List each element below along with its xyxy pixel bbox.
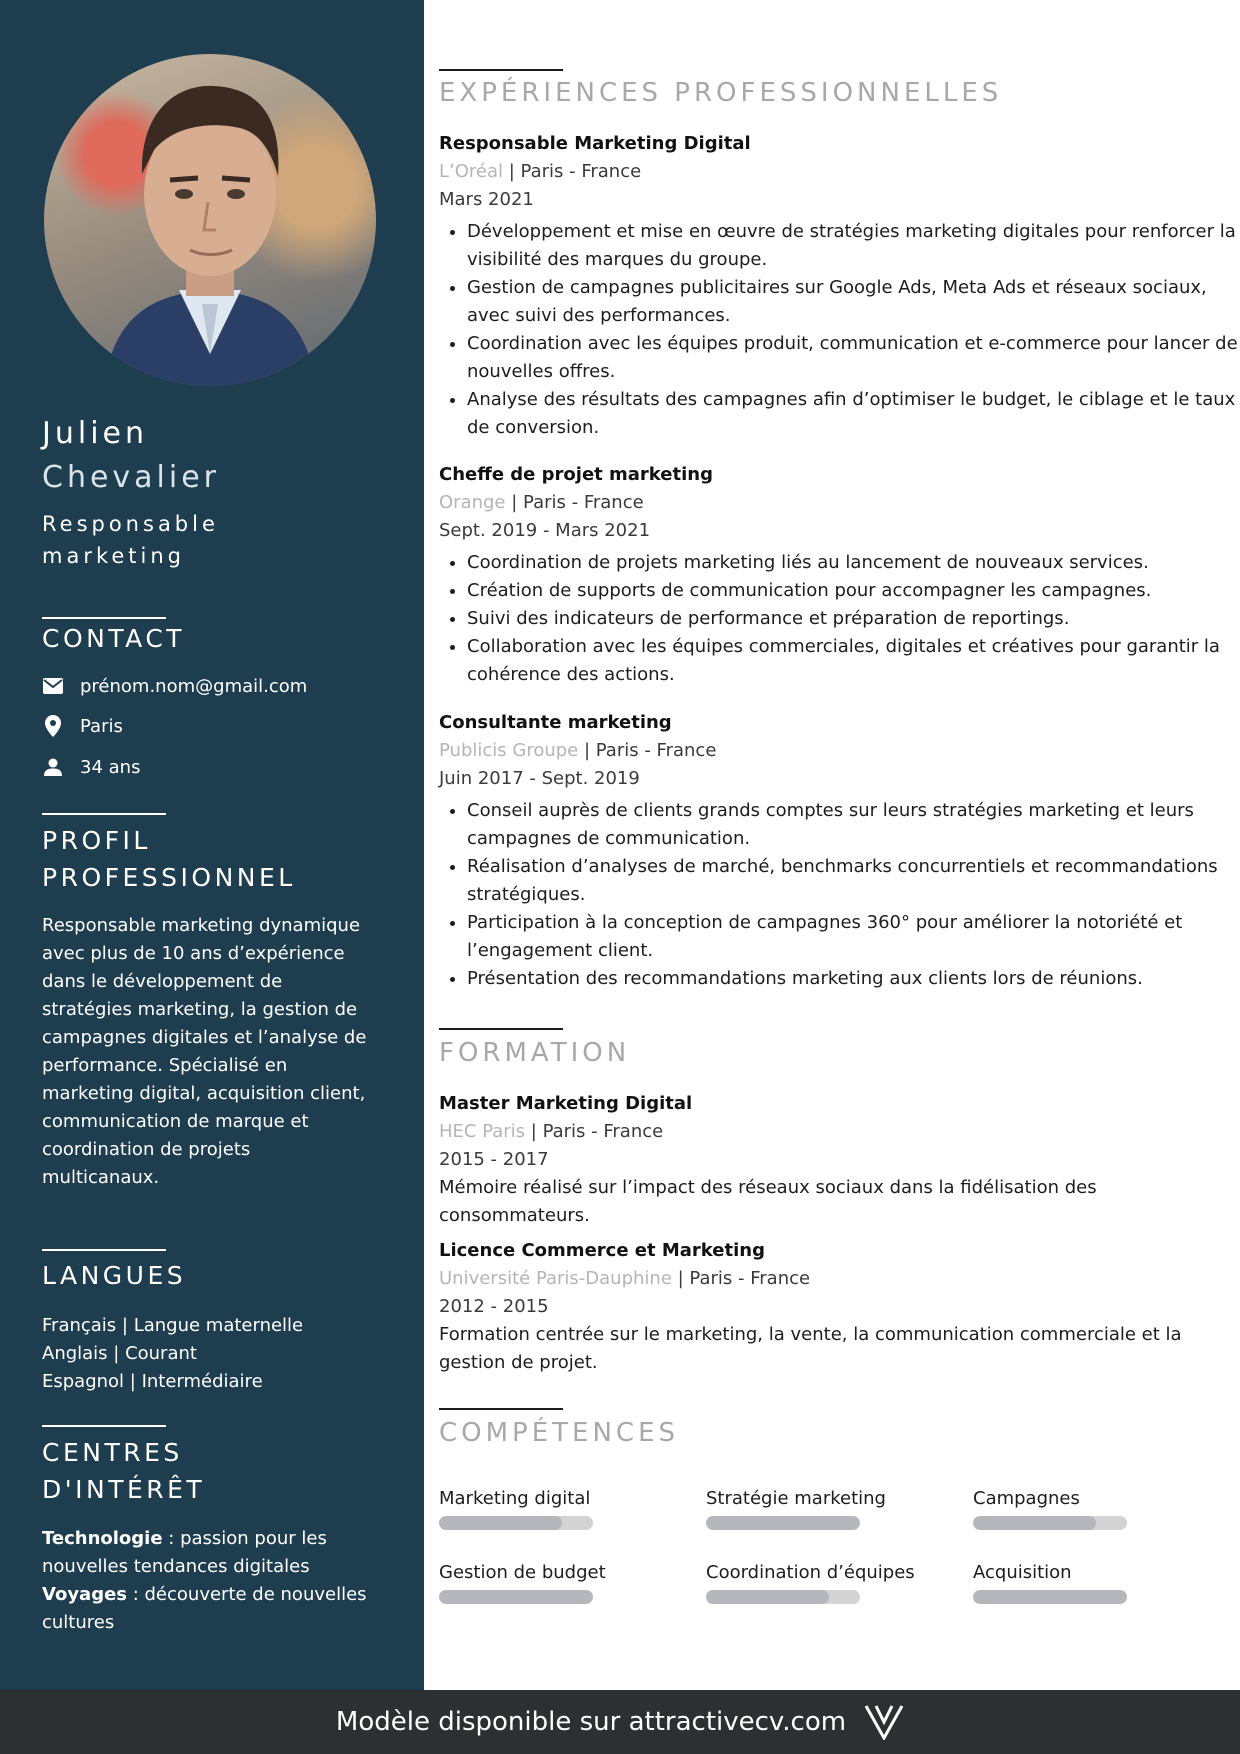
skill-item [973, 1486, 1173, 1530]
skill-label: Coordination d’équipes [706, 1562, 915, 1583]
skill-item [973, 1560, 1173, 1604]
experience-item [439, 709, 1239, 993]
section-divider [42, 1425, 166, 1427]
footer-link-text[interactable]: Modèle disponible sur attractivecv.com [335, 1707, 847, 1737]
interet-text: : passion pour les nouvelles tendances digitales [42, 1528, 327, 1577]
section-divider [439, 1408, 563, 1410]
formation-description: Formation centrée sur le marketing, la vente, la communication commerciale et la gestion de projet. [439, 1324, 1182, 1373]
experience-date: Mars 2021 [439, 189, 534, 210]
experiences-heading: EXPÉRIENCES PROFESSIONNELLES [439, 78, 1003, 108]
formation-title: Master Marketing Digital [439, 1093, 693, 1114]
company-location: | Paris - France [505, 492, 644, 513]
attractivecv-logo-icon [864, 1704, 904, 1740]
langue-item: Français | Langue maternelle [42, 1315, 304, 1336]
bullet-item: • Participation à la conception de campagnes 360° pour améliorer la notoriété et l’engagement client. [467, 909, 1239, 965]
bullet-item: • Analyse des résultats des campagnes afin d’optimiser le budget, le ciblage et le taux de conversion. [467, 386, 1239, 442]
company-name: Orange [439, 492, 506, 513]
experience-title: Responsable Marketing Digital [439, 133, 751, 154]
interet-item [42, 1581, 372, 1637]
profil-heading: PROFIL PROFESSIONNEL [42, 826, 296, 892]
school-name: HEC Paris [439, 1121, 526, 1142]
experience-item [439, 461, 1239, 689]
langues-heading: LANGUES [42, 1261, 187, 1290]
location-pin-icon [42, 715, 64, 737]
formation-title: Licence Commerce et Marketing [439, 1240, 765, 1261]
bullet-item: • Coordination de projets marketing liés au lancement de nouveaux services. [467, 549, 1239, 577]
main-content [424, 0, 1240, 1690]
experience-company [439, 158, 1239, 186]
section-divider [42, 813, 166, 815]
competences-heading: COMPÉTENCES [439, 1418, 680, 1448]
bullet-item: • Développement et mise en œuvre de stratégies marketing digitales pour renforcer la visibilité des marques du groupe. [467, 218, 1239, 274]
experience-bullets [439, 797, 1239, 993]
experience-bullets [439, 549, 1239, 689]
langues-list [42, 1312, 372, 1396]
contact-age [42, 756, 140, 778]
formation-item [439, 1237, 1239, 1377]
contact-email-text: prénom.nom@gmail.com [80, 675, 308, 697]
contact-email [42, 675, 307, 697]
skill-bar [439, 1516, 593, 1530]
langue-item: Espagnol | Intermédiaire [42, 1371, 263, 1392]
skill-label: Stratégie marketing [706, 1488, 886, 1509]
formation-school [439, 1265, 1239, 1293]
skill-bar [706, 1516, 860, 1530]
skill-bar-fill [973, 1516, 1096, 1530]
job-title: Responsable marketing [42, 512, 219, 568]
school-name: Université Paris-Dauphine [439, 1268, 672, 1289]
school-location: | Paris - France [671, 1268, 811, 1289]
bullet-item: • Présentation des recommandations marketing aux clients lors de réunions. [467, 965, 1239, 993]
section-divider [42, 617, 166, 619]
skill-bar [439, 1590, 593, 1604]
skill-label: Marketing digital [439, 1488, 591, 1509]
skill-bar-fill [973, 1590, 1127, 1604]
formation-description: Mémoire réalisé sur l’impact des réseaux sociaux dans la fidélisation des consommateurs. [439, 1177, 1097, 1226]
company-location: | Paris - France [578, 740, 717, 761]
experience-bullets [439, 218, 1239, 442]
skill-item [439, 1486, 639, 1530]
formation-date: 2012 - 2015 [439, 1296, 549, 1317]
skill-label: Campagnes [973, 1488, 1080, 1509]
formation-item [439, 1090, 1239, 1230]
experience-company [439, 489, 1239, 517]
interet-text: : découverte de nouvelles cultures [42, 1584, 367, 1633]
last-name: Chevalier [42, 460, 221, 495]
company-name: Publicis Groupe [439, 740, 579, 761]
skill-label: Gestion de budget [439, 1562, 606, 1583]
bullet-item: • Gestion de campagnes publicitaires sur Google Ads, Meta Ads et réseaux sociaux, avec suivi des performances. [467, 274, 1239, 330]
portrait-illustration [44, 54, 376, 386]
person-icon [42, 756, 64, 778]
formation-heading: FORMATION [439, 1038, 631, 1068]
section-divider [439, 1028, 563, 1030]
experience-date: Sept. 2019 - Mars 2021 [439, 520, 651, 541]
experience-date: Juin 2017 - Sept. 2019 [439, 768, 640, 789]
section-divider [42, 1249, 166, 1251]
contact-age-text: 34 ans [80, 756, 141, 778]
interet-item [42, 1525, 372, 1581]
skill-bar [973, 1590, 1127, 1604]
section-divider [439, 69, 563, 71]
experience-company [439, 737, 1239, 765]
skill-bar-fill [706, 1590, 829, 1604]
experience-title: Cheffe de projet marketing [439, 464, 713, 485]
bullet-item: • Création de supports de communication pour accompagner les campagnes. [467, 577, 1239, 605]
experience-item [439, 130, 1239, 442]
skill-label: Acquisition [973, 1562, 1072, 1583]
skill-bar-fill [439, 1516, 562, 1530]
footer-banner [0, 1690, 1240, 1754]
experience-title: Consultante marketing [439, 712, 672, 733]
formation-school [439, 1118, 1239, 1146]
skill-item [706, 1486, 906, 1530]
contact-location-text: Paris [80, 715, 123, 737]
contact-heading: CONTACT [42, 624, 186, 653]
skill-bar [973, 1516, 1127, 1530]
interets-list [42, 1525, 372, 1637]
bullet-item: • Coordination avec les équipes produit, communication et e-commerce pour lancer de nouvelles offres. [467, 330, 1239, 386]
skill-item [439, 1560, 639, 1604]
formation-date: 2015 - 2017 [439, 1149, 549, 1170]
company-name: L’Oréal [439, 161, 504, 182]
profile-photo [44, 54, 376, 386]
bullet-item: • Réalisation d’analyses de marché, benchmarks concurrentiels et recommandations stratégiques. [467, 853, 1239, 909]
school-location: | Paris - France [525, 1121, 664, 1142]
bullet-item: • Suivi des indicateurs de performance et préparation de reportings. [467, 605, 1239, 633]
mail-icon [42, 675, 64, 697]
skill-item [706, 1560, 946, 1604]
langue-item: Anglais | Courant [42, 1343, 197, 1364]
first-name: Julien [42, 416, 149, 451]
skill-bar-fill [706, 1516, 860, 1530]
company-location: | Paris - France [503, 161, 642, 182]
bullet-item: • Collaboration avec les équipes commerciales, digitales et créatives pour garantir la cohérence des actions. [467, 633, 1239, 689]
contact-location [42, 715, 123, 737]
skill-bar [706, 1590, 860, 1604]
interets-heading: CENTRES D'INTÉRÊT [42, 1438, 206, 1504]
interet-label: Voyages [42, 1584, 127, 1605]
bullet-item: • Conseil auprès de clients grands comptes sur leurs stratégies marketing et leurs campagnes de communication. [467, 797, 1239, 853]
profil-text: Responsable marketing dynamique avec plus de 10 ans d’expérience dans le développement de stratégies marketing, la gestion de campagnes digitales et l’analyse de performance. Spécialisé en marketing digital, acquisition client, communication de marque et coordination de projets multicanaux. [42, 915, 367, 1188]
interet-label: Technologie [42, 1528, 163, 1549]
skill-bar-fill [439, 1590, 593, 1604]
sidebar [0, 0, 424, 1690]
